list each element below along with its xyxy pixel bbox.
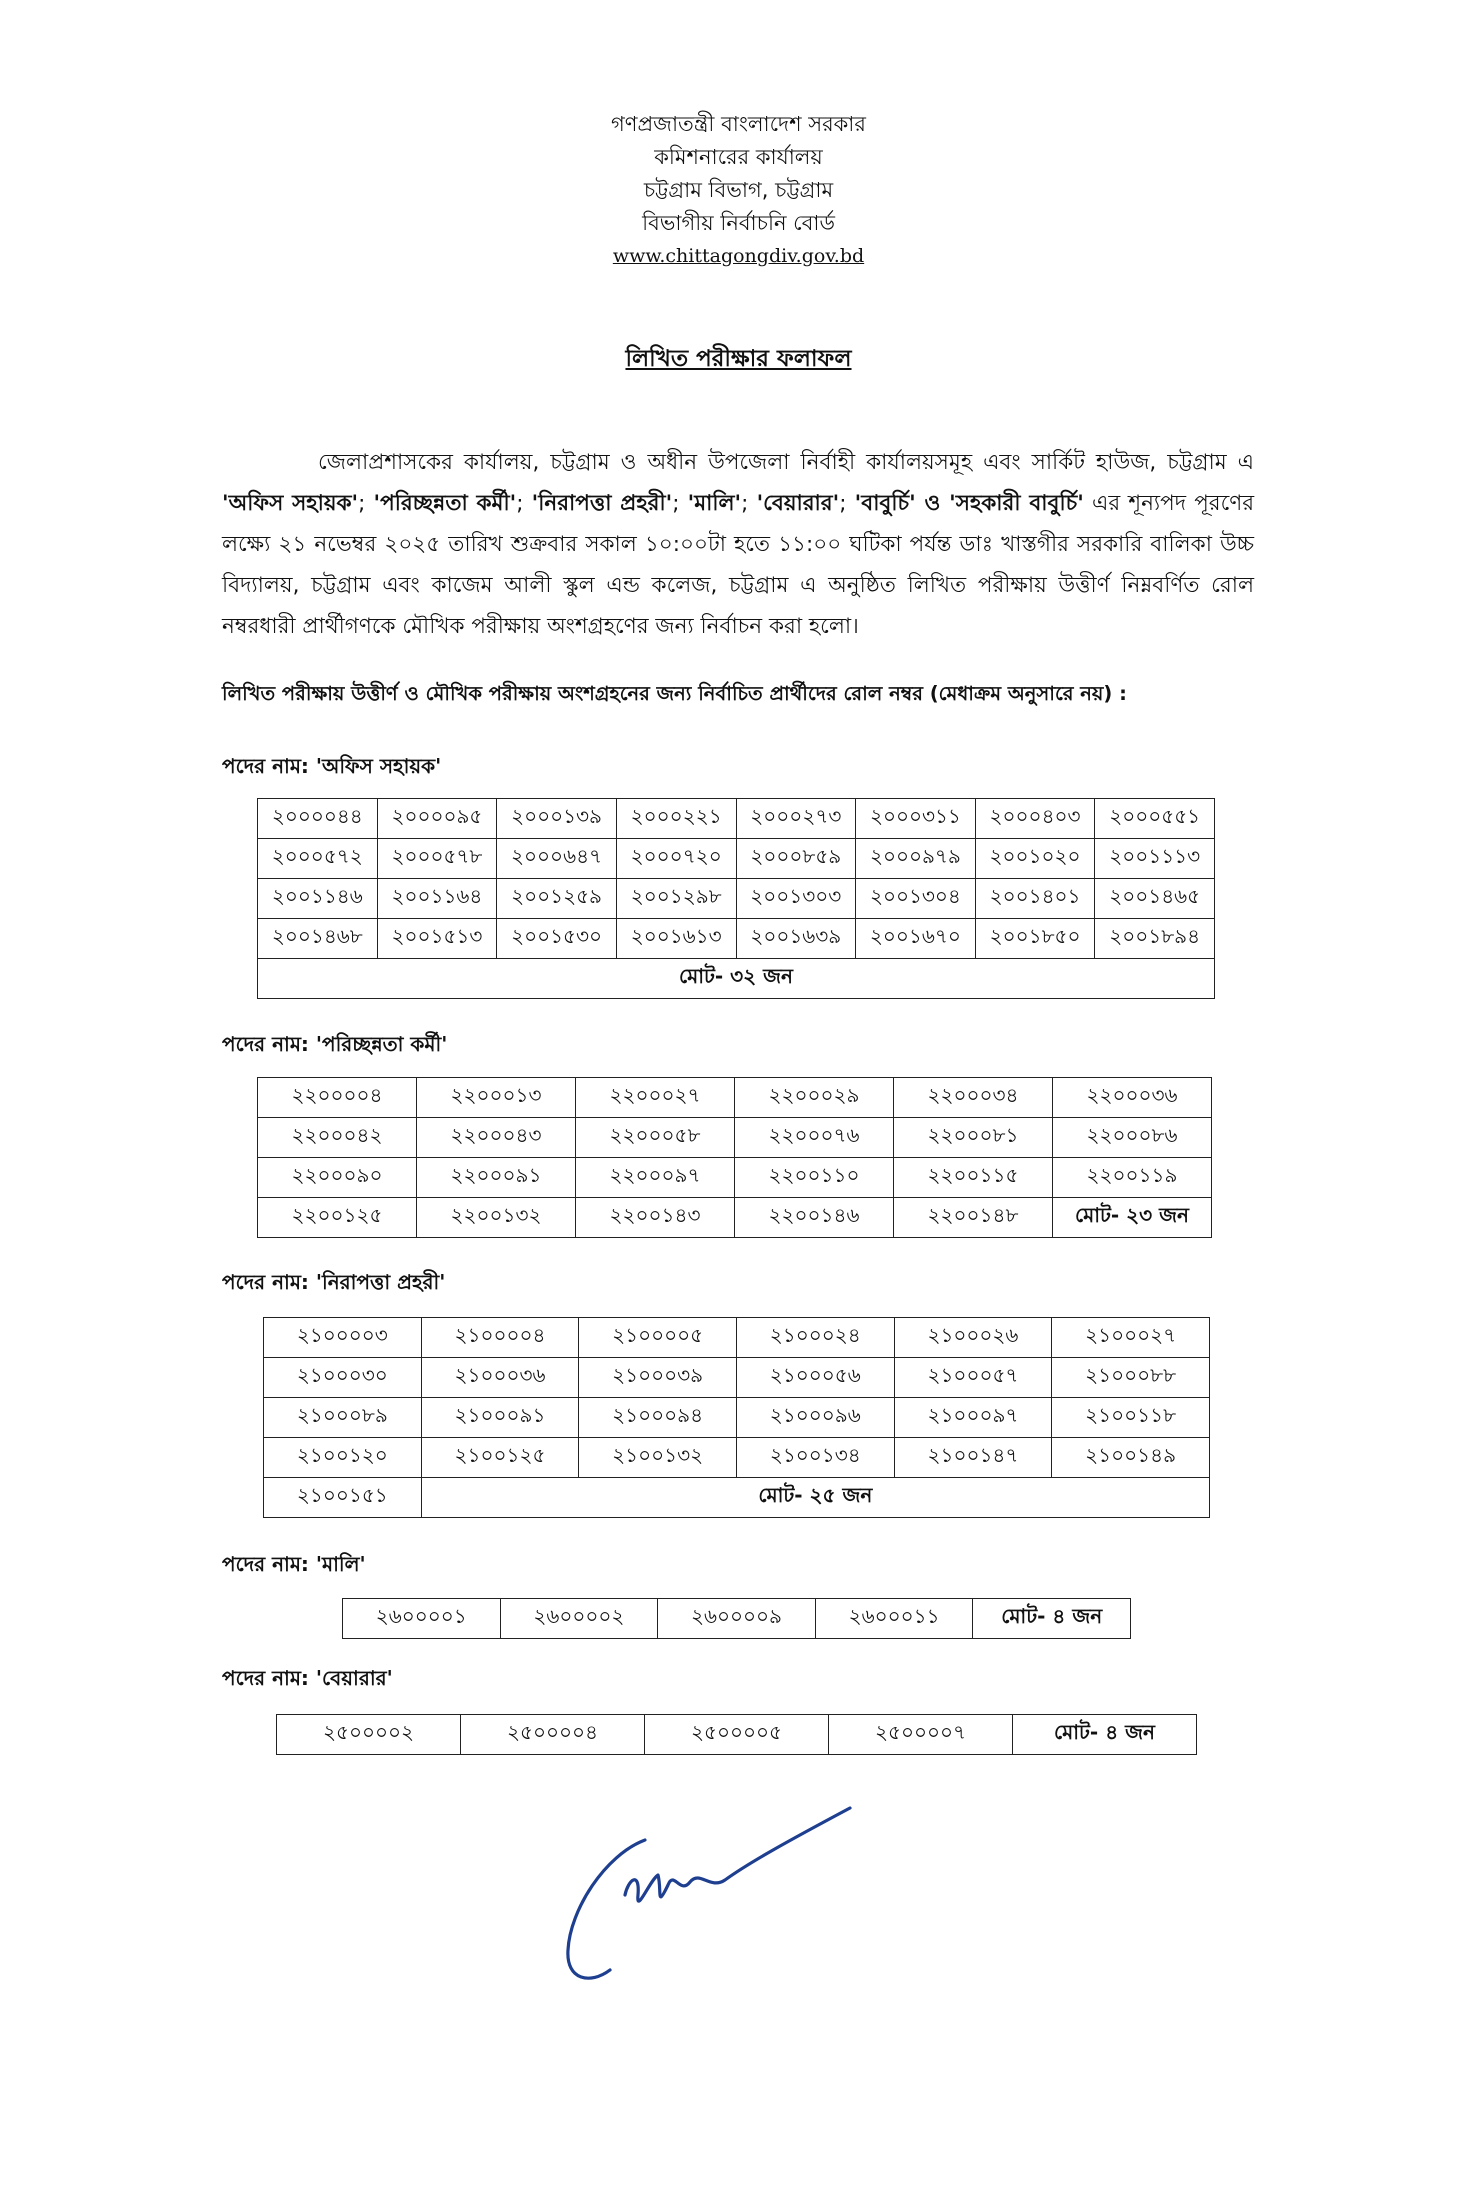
roll-number-cell: ২০০০৯৭৯ (856, 839, 976, 879)
intro-text-part2: এর শূন্যপদ পূরণের লক্ষ্যে ২১ নভেম্বর ২০২৫ তারিখ শুক্রবার সকাল ১০:০০টা হতে ১১:০০ ঘটিকা পর্যন্ত ডাঃ খাস্তগীর সরকারি বালিকা উচ্চ বিদ্যালয়, চট্টগ্রাম এবং কাজেম আলী স্কুল এন্ড কলেজ, চট্টগ্রাম এ অনুষ্ঠিত লিখিত পরীক্ষায় উত্তীর্ণ নিম্নবর্ণিত রোল নম্বরধারী প্রার্থীগণকে মৌখিক পরীক্ষায় অংশগ্রহণের জন্য নির্বাচন করা হলো। (222, 491, 1255, 639)
table-row (258, 1158, 1212, 1198)
table-row (343, 1599, 1131, 1639)
roll-number-cell: ২২০০১১০ (735, 1158, 894, 1198)
roll-number-cell: ২০০০২৭৩ (736, 799, 856, 839)
roll-number-cell: ২১০০১২০ (264, 1438, 422, 1478)
roll-number-cell: ২১০০০৩০ (264, 1358, 422, 1398)
post-name-office-assistant: 'অফিস সহায়ক' (222, 491, 359, 516)
roll-number-cell: ২০০১৬৩৯ (736, 919, 856, 959)
roll-number-cell: ২০০০৫৭২ (258, 839, 378, 879)
roll-table-gardener (342, 1598, 1131, 1639)
table-row (264, 1438, 1210, 1478)
total-count-cell: মোট- ২৫ জন (421, 1478, 1209, 1518)
roll-number-cell: ২০০১৪৬৫ (1095, 879, 1215, 919)
roll-number-cell: ২১০০১২৫ (421, 1438, 579, 1478)
post-label-security-guard: পদের নাম: 'নিরাপত্তা প্রহরী' (222, 1270, 446, 1294)
roll-number-cell: ২১০০০২৭ (1052, 1318, 1210, 1358)
roll-number-cell: ২২০০১১৯ (1053, 1158, 1212, 1198)
post-label-bearer: পদের নাম: 'বেয়ারার' (222, 1666, 393, 1690)
roll-number-cell: ২২০০০৪২ (258, 1118, 417, 1158)
table-row (264, 1358, 1210, 1398)
roll-number-cell: ২০০১২৫৯ (497, 879, 617, 919)
roll-number-cell: ২০০০৫৭৮ (377, 839, 497, 879)
post-name-security-guard: 'নিরাপত্তা প্রহরী' (531, 491, 673, 516)
roll-number-cell: ২১০০০৩৯ (579, 1358, 737, 1398)
roll-number-cell: ২১০০০৮৯ (264, 1398, 422, 1438)
selected-list-heading: লিখিত পরীক্ষায় উত্তীর্ণ ও মৌখিক পরীক্ষায় অংশগ্রহনের জন্য নির্বাচিত প্রার্থীদের রোল নম্বর (মেধাক্রম অনুসারে নয়) : (222, 682, 1127, 705)
roll-number-cell: ২০০১০২০ (975, 839, 1095, 879)
roll-number-cell: ২০০১৬৭০ (856, 919, 976, 959)
signature-stroke (568, 1808, 850, 1978)
roll-number-cell: ২০০১৩০৩ (736, 879, 856, 919)
separator: ; (741, 491, 757, 516)
roll-number-cell: ২৬০০০০২ (500, 1599, 658, 1639)
roll-number-cell: ২১০০০৯৭ (894, 1398, 1052, 1438)
post-label-cleaner: পদের নাম: 'পরিচ্ছন্নতা কর্মী' (222, 1032, 448, 1056)
roll-number-cell: ২১০০০৯৬ (736, 1398, 894, 1438)
post-name-cleaner: 'পরিচ্ছন্নতা কর্মী' (373, 491, 517, 516)
table-row (264, 1478, 1210, 1518)
roll-number-cell: ২০০০৫৫১ (1095, 799, 1215, 839)
roll-number-cell: ২২০০০৮১ (894, 1118, 1053, 1158)
post-name-bearer: 'বেয়ারার' (756, 491, 840, 516)
roll-number-cell: ২০০১৩০৪ (856, 879, 976, 919)
roll-number-cell: ২১০০০৮৮ (1052, 1358, 1210, 1398)
table-row (258, 1198, 1212, 1238)
roll-number-cell: ২১০০১৪৯ (1052, 1438, 1210, 1478)
roll-number-cell: ২১০০০০৪ (421, 1318, 579, 1358)
roll-number-cell: ২১০০০০৩ (264, 1318, 422, 1358)
table-row (264, 1318, 1210, 1358)
roll-number-cell: ২০০১১৬৪ (377, 879, 497, 919)
roll-number-cell: ২২০০০৮৬ (1053, 1118, 1212, 1158)
post-name-gardener: 'মালি' (687, 491, 742, 516)
roll-number-cell: ২০০০৮৫৯ (736, 839, 856, 879)
roll-number-cell: ২১০০০৯৪ (579, 1398, 737, 1438)
intro-text-part1: জেলাপ্রশাসকের কার্যালয়, চট্টগ্রাম ও অধীন উপজেলা নির্বাহী কার্যালয়সমূহ এবং সার্কিট হাউজ, চট্টগ্রাম এ (318, 450, 1254, 475)
document-title: লিখিত পরীক্ষার ফলাফল (625, 346, 852, 372)
roll-number-cell: ২০০০১৩৯ (497, 799, 617, 839)
post-name-cook: 'বাবুর্চি' ও 'সহকারী বাবুর্চি' (854, 491, 1084, 516)
roll-number-cell: ২১০০০৯১ (421, 1398, 579, 1438)
roll-number-cell: ২০০১৮৫০ (975, 919, 1095, 959)
roll-number-cell: ২২০০১২৫ (258, 1198, 417, 1238)
roll-number-cell: ২০০০৩১১ (856, 799, 976, 839)
roll-number-cell: ২০০০০৯৫ (377, 799, 497, 839)
separator: ; (672, 491, 688, 516)
govt-name: গণপ্রজাতন্ত্রী বাংলাদেশ সরকার (611, 112, 866, 136)
division-name: চট্টগ্রাম বিভাগ, চট্টগ্রাম (643, 178, 834, 202)
roll-number-cell: ২০০০২২১ (616, 799, 736, 839)
roll-number-cell: ২৫০০০০৫ (645, 1715, 829, 1755)
intro-paragraph (222, 442, 1254, 647)
roll-number-cell: ২২০০১৪৬ (735, 1198, 894, 1238)
total-count-cell: মোট- ২৩ জন (1053, 1198, 1212, 1238)
roll-number-cell: ২০০১৫৩০ (497, 919, 617, 959)
roll-number-cell: ২২০০০২৯ (735, 1078, 894, 1118)
roll-number-cell: ২৬০০০১১ (815, 1599, 973, 1639)
office-name: কমিশনারের কার্যালয় (654, 145, 823, 169)
roll-number-cell: ২২০০০৭৬ (735, 1118, 894, 1158)
total-count-cell: মোট- ৪ জন (1013, 1715, 1197, 1755)
letterhead (0, 108, 1477, 273)
roll-number-cell: ২০০১৬১৩ (616, 919, 736, 959)
roll-number-cell: ২১০০১১৮ (1052, 1398, 1210, 1438)
roll-number-cell: ২২০০০৫৮ (576, 1118, 735, 1158)
board-name: বিভাগীয় নির্বাচনি বোর্ড (642, 211, 835, 235)
roll-number-cell: ২২০০০৯১ (417, 1158, 576, 1198)
roll-number-cell: ২১০০১৩৪ (736, 1438, 894, 1478)
table-row (258, 919, 1215, 959)
table-total-row (258, 959, 1215, 999)
table-row (258, 839, 1215, 879)
signature-image (550, 1800, 890, 2000)
table-row (277, 1715, 1197, 1755)
roll-number-cell: ২১০০০০৫ (579, 1318, 737, 1358)
roll-number-cell: ২০০১১১৩ (1095, 839, 1215, 879)
roll-number-cell: ২০০১১৪৬ (258, 879, 378, 919)
roll-number-cell: ২২০০১৩২ (417, 1198, 576, 1238)
roll-table-office-assistant (257, 798, 1215, 999)
separator: ; (358, 491, 374, 516)
roll-number-cell: ২২০০০০৪ (258, 1078, 417, 1118)
roll-number-cell: ২২০০১৪৮ (894, 1198, 1053, 1238)
post-label-office-assistant: পদের নাম: 'অফিস সহায়ক' (222, 754, 442, 778)
roll-number-cell: ২০০০৬৪৭ (497, 839, 617, 879)
roll-number-cell: ২১০০১৪৭ (894, 1438, 1052, 1478)
total-count-cell: মোট- ৪ জন (973, 1599, 1131, 1639)
table-row (264, 1398, 1210, 1438)
roll-number-cell: ২০০১৮৯৪ (1095, 919, 1215, 959)
roll-number-cell: ২২০০১৪৩ (576, 1198, 735, 1238)
roll-number-cell: ২২০০১১৫ (894, 1158, 1053, 1198)
separator: ; (516, 491, 532, 516)
roll-number-cell: ২১০০১৩২ (579, 1438, 737, 1478)
roll-number-cell: ২১০০১৫১ (264, 1478, 422, 1518)
roll-number-cell: ২৫০০০০৪ (461, 1715, 645, 1755)
website-link[interactable]: www.chittagongdiv.gov.bd (612, 245, 865, 267)
roll-number-cell: ২২০০০৪৩ (417, 1118, 576, 1158)
roll-number-cell: ২০০১৪৬৮ (258, 919, 378, 959)
roll-number-cell: ২০০০০৪৪ (258, 799, 378, 839)
roll-number-cell: ২১০০০৫৬ (736, 1358, 894, 1398)
roll-number-cell: ২২০০০২৭ (576, 1078, 735, 1118)
roll-number-cell: ২০০১২৯৮ (616, 879, 736, 919)
table-row (258, 799, 1215, 839)
total-count-cell: মোট- ৩২ জন (258, 959, 1215, 999)
roll-number-cell: ২০০০৭২০ (616, 839, 736, 879)
roll-number-cell: ২২০০০৯০ (258, 1158, 417, 1198)
roll-number-cell: ২০০১৫১৩ (377, 919, 497, 959)
roll-table-cleaner (257, 1077, 1212, 1238)
roll-number-cell: ২১০০০২৬ (894, 1318, 1052, 1358)
roll-number-cell: ২৬০০০০৯ (658, 1599, 816, 1639)
roll-number-cell: ২২০০০১৩ (417, 1078, 576, 1118)
roll-number-cell: ২৬০০০০১ (343, 1599, 501, 1639)
roll-number-cell: ২২০০০৯৭ (576, 1158, 735, 1198)
roll-number-cell: ২২০০০৩৬ (1053, 1078, 1212, 1118)
table-row (258, 879, 1215, 919)
roll-number-cell: ২১০০০২৪ (736, 1318, 894, 1358)
separator: ; (839, 491, 855, 516)
post-label-gardener: পদের নাম: 'মালি' (222, 1552, 366, 1576)
table-row (258, 1078, 1212, 1118)
roll-number-cell: ২৫০০০০৭ (829, 1715, 1013, 1755)
roll-number-cell: ২০০১৪০১ (975, 879, 1095, 919)
roll-number-cell: ২২০০০৩৪ (894, 1078, 1053, 1118)
roll-table-security-guard (263, 1317, 1210, 1518)
roll-number-cell: ২১০০০৫৭ (894, 1358, 1052, 1398)
roll-number-cell: ২০০০৪০৩ (975, 799, 1095, 839)
roll-number-cell: ২১০০০৩৬ (421, 1358, 579, 1398)
table-row (258, 1118, 1212, 1158)
roll-number-cell: ২৫০০০০২ (277, 1715, 461, 1755)
roll-table-bearer (276, 1714, 1197, 1755)
